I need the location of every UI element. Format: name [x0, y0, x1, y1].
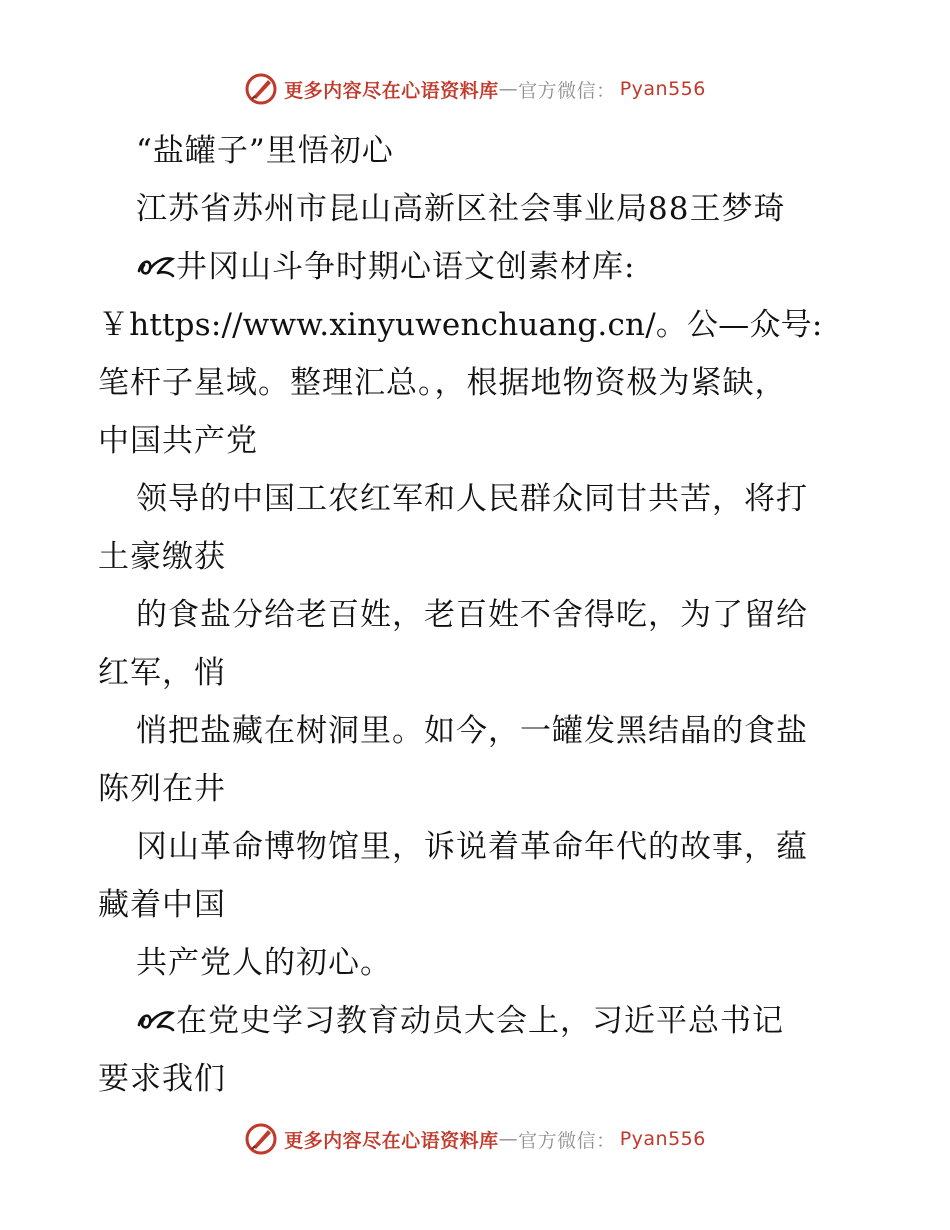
paragraph-line: 笔杆子星域。整理汇总。，根据地物资极为紧缺，	[98, 365, 787, 401]
banner-site-name: 更多内容尽在心语资料库	[284, 1129, 499, 1152]
paragraph-line: 冈山革命博物馆里，诉说着革命年代的故事，蕴	[136, 829, 808, 865]
paragraph-line: 土豪缴获	[98, 539, 226, 575]
banner-wechat-id: Pyan556	[619, 1128, 706, 1150]
paragraph-line: 红军，悄	[98, 655, 226, 691]
flourish-icon	[136, 1005, 176, 1035]
document-title: “盐罐子”里悟初心	[136, 133, 394, 169]
paragraph-line: 共产党人的初心。	[136, 945, 392, 981]
paragraph-line	[98, 238, 853, 296]
paragraph-text: 井冈山斗争时期心语文创素材库:	[176, 249, 636, 285]
banner-site-name: 更多内容尽在心语资料库	[284, 79, 499, 102]
banner-wechat-label: 官方微信：	[518, 79, 616, 102]
paragraph-line: 陈列在井	[98, 771, 226, 807]
paragraph-line: 领导的中国工农红军和人民群众同甘共苦，将打	[136, 481, 808, 517]
author-line: 江苏省苏州市昆山高新区社会事业局88王梦琦	[136, 191, 786, 227]
paragraph-line: 要求我们	[98, 1061, 226, 1097]
paragraph-line	[98, 992, 853, 1050]
header-banner	[0, 72, 950, 106]
quill-logo-icon	[244, 72, 278, 106]
flourish-icon	[136, 251, 176, 281]
paragraph-line: 中国共产党	[98, 423, 258, 459]
banner-separator: —	[498, 1128, 519, 1150]
paragraph-line: 藏着中国	[98, 887, 226, 923]
footer-banner	[0, 1122, 950, 1156]
paragraph-line: 悄把盐藏在树洞里。如今，一罐发黑结晶的食盐	[136, 713, 808, 749]
paragraph-text: 在党史学习教育动员大会上，习近平总书记	[176, 1003, 784, 1039]
banner-wechat-id: Pyan556	[619, 78, 706, 100]
banner-wechat-label: 官方微信：	[518, 1129, 616, 1152]
paragraph-line: ￥https://www.xinyuwenchuang.cn/。公—众号:	[98, 307, 823, 343]
paragraph-line: 的食盐分给老百姓，老百姓不舍得吃，为了留给	[136, 597, 808, 633]
banner-separator: —	[498, 78, 519, 100]
document-body	[98, 122, 853, 1108]
quill-logo-icon	[244, 1122, 278, 1156]
